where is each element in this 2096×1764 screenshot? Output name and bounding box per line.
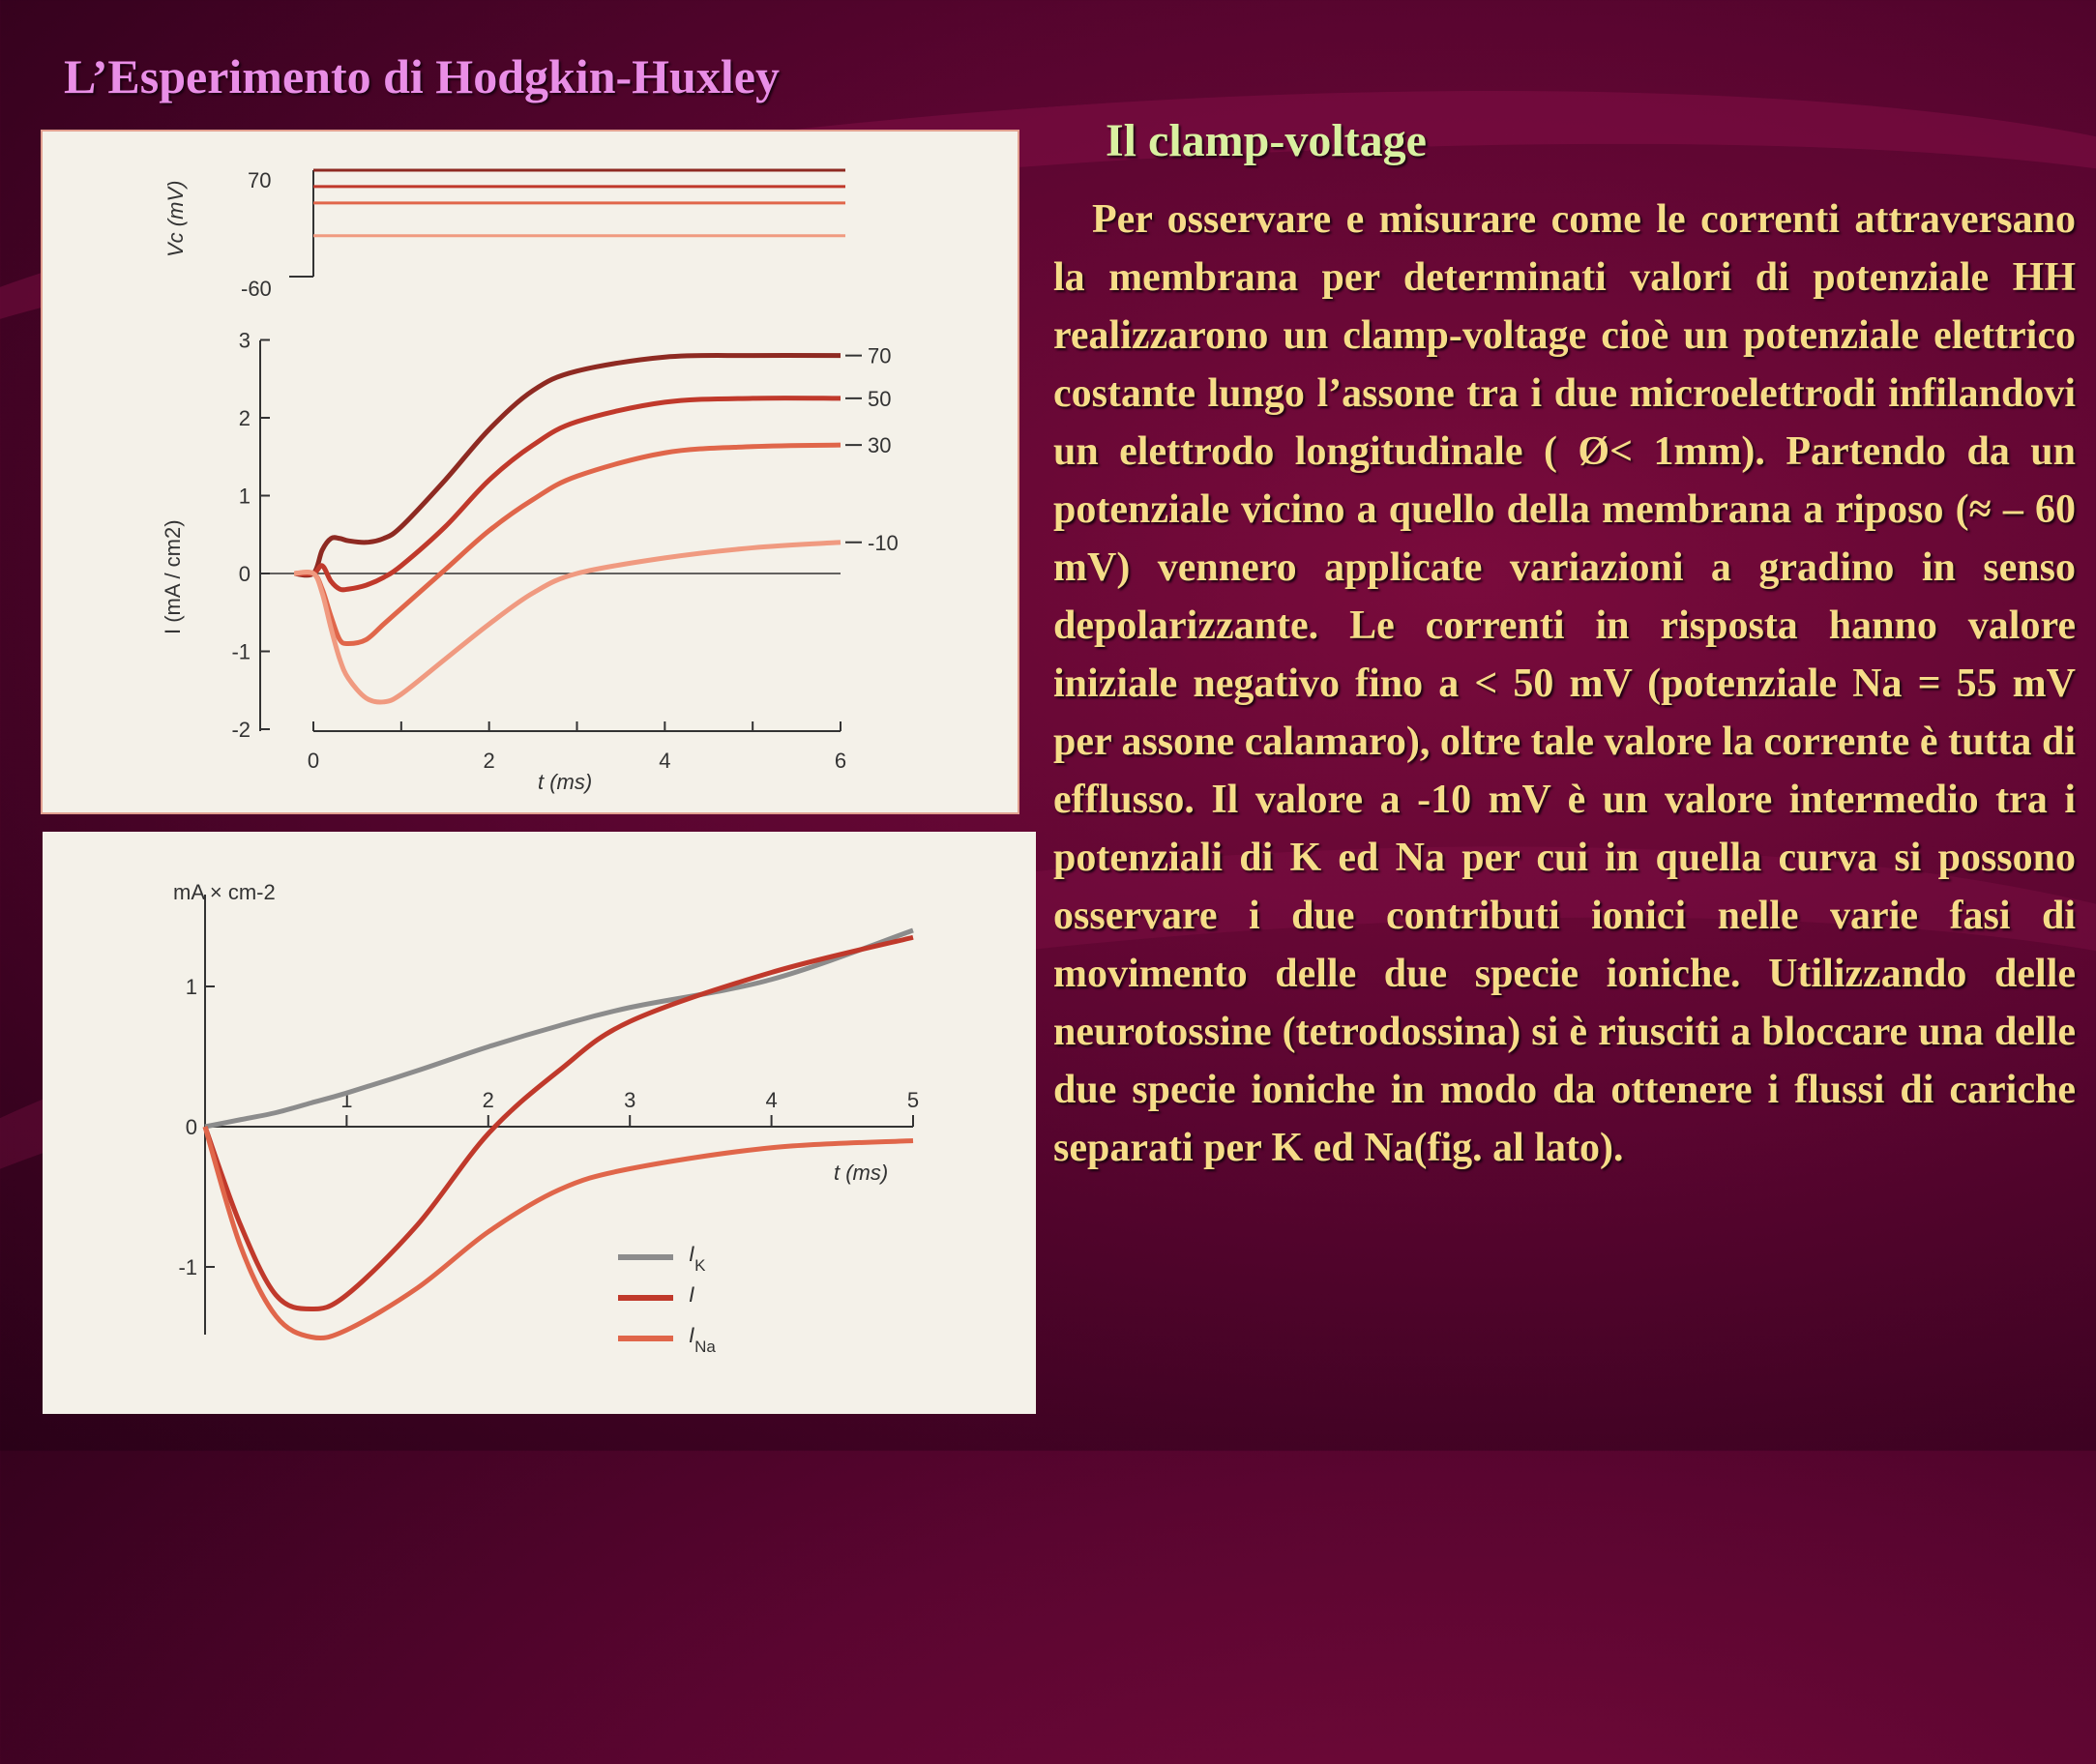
vc-axis-label: Vc (mV) — [163, 180, 188, 257]
series-line-50 — [294, 398, 841, 590]
chart-voltage-clamp — [43, 132, 1018, 812]
series-label--10: -10 — [868, 530, 899, 555]
y-tick-label: -1 — [231, 639, 251, 664]
x-tick-label: 3 — [624, 1088, 636, 1112]
y-tick-label: 1 — [238, 484, 251, 509]
y-tick-label: -1 — [178, 1255, 197, 1279]
series-line-INa — [205, 1127, 913, 1338]
series-line-I — [205, 937, 913, 1308]
i-axis-label: I (mA / cm2) — [161, 519, 185, 634]
i-x-axis-label: t (ms) — [538, 770, 593, 794]
series-label-50: 50 — [868, 386, 892, 411]
x-tick-label: 5 — [906, 1088, 920, 1112]
x-tick-label: 6 — [834, 749, 847, 773]
legend-label: I — [689, 1282, 695, 1307]
series-label-30: 30 — [868, 433, 892, 458]
x-tick-label: 0 — [307, 749, 320, 773]
x-tick-label: 1 — [340, 1088, 353, 1112]
vc-tick-70: 70 — [248, 168, 272, 192]
slide-title: L’Esperimento di Hodgkin-Huxley — [64, 49, 780, 103]
y-tick-label: 0 — [185, 1115, 197, 1139]
series-line--10 — [294, 543, 841, 702]
figure-ionic-currents — [43, 832, 1036, 1414]
i-y-ticks — [231, 329, 270, 743]
figure-voltage-clamp-currents — [43, 132, 1018, 812]
y-tick-label: 1 — [185, 975, 197, 999]
ionic-legend — [618, 1242, 716, 1356]
y-tick-label: 2 — [238, 406, 251, 430]
y-tick-label: -2 — [231, 718, 251, 742]
vc-lines — [313, 170, 845, 236]
section-subtitle: Il clamp-voltage — [1106, 115, 1427, 166]
i-x-ticks — [308, 721, 846, 773]
chart-ionic-currents — [43, 832, 1036, 1414]
series-line-IK — [205, 930, 913, 1127]
y-tick-label: 3 — [238, 328, 251, 353]
ionic-series-group — [205, 930, 913, 1338]
vc-tick-neg60: -60 — [241, 277, 272, 301]
x-tick-label: 4 — [659, 749, 671, 773]
series-label-70: 70 — [868, 343, 892, 368]
x-tick-label: 4 — [765, 1088, 778, 1112]
y-tick-label: 0 — [238, 562, 251, 586]
legend-label: $I_K$ — [689, 1242, 706, 1275]
i-series-group — [294, 344, 899, 702]
ionic-x-axis-label: t (ms) — [834, 1161, 889, 1185]
ionic-y-axis-label: mA × cm-2 — [173, 880, 276, 904]
ionic-x-ticks — [340, 1088, 919, 1127]
body-paragraph: Per osservare e misurare come le correnti attraversano la membrana per determinati valori di potenziale HH realizzarono un clamp-voltage cioè un potenziale elettrico costante lungo l’assone tra i due microelettrodi infilandovi un elettrodo longitudinale ( Ø< 1mm). Partendo da un potenziale vicino a quello della membrana a riposo (≈ – 60 mV) vennero applicate variazioni a gradino in senso depolarizzante. Le correnti in risposta hanno valore iniziale negativo fino a < 50 mV (potenziale Na = 55 mV per assone calamaro), oltre tale valore la corrente è tutta di efflusso. Il valore a -10 mV è un valore intermedio tra i potenziali di K ed Na per cui in quella curva si possono osservare i due contributi ionici nelle varie fasi di movimento delle due specie ioniche. Utilizzando delle neurotossine (tetrodossina) si è riusciti a bloccare una delle due specie ioniche in modo da ottenere i flussi di cariche separati per K ed Na(fig. al lato). — [1053, 197, 2076, 1170]
series-line-70 — [294, 355, 841, 574]
x-tick-label: 2 — [483, 749, 495, 773]
x-tick-label: 2 — [482, 1088, 494, 1112]
series-line-30 — [294, 445, 841, 643]
legend-label: $I_{Na}$ — [689, 1323, 716, 1356]
